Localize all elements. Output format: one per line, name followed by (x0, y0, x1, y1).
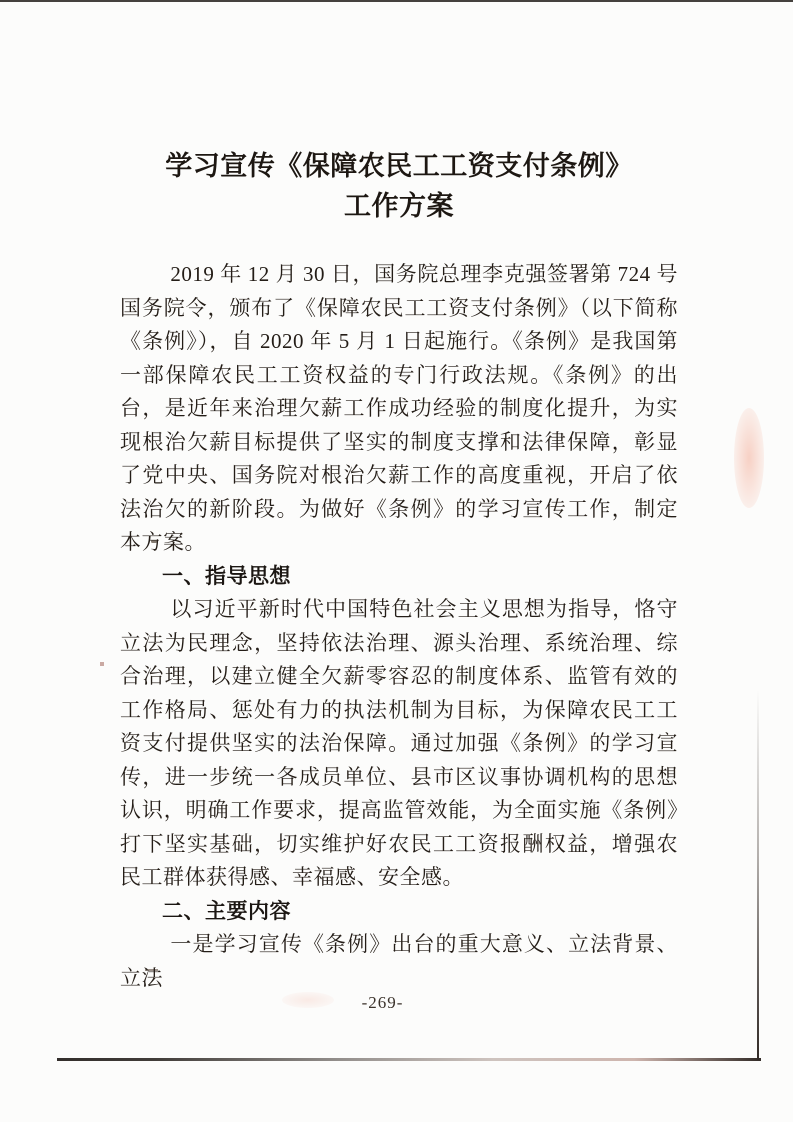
section-heading-main-content: 二、主要内容 (162, 899, 291, 923)
title-line-1: 学习宣传《保障农民工工资支付条例》 (165, 151, 633, 181)
document-content (120, 146, 678, 995)
paragraph-main-content-first-line: 一是学习宣传《条例》出台的重大意义、立法背景、立法 (120, 932, 678, 990)
section-heading-guiding-ideology: 一、指导思想 (162, 564, 291, 588)
paragraph-guiding-ideology: 以习近平新时代中国特色社会主义思想为指导，恪守立法为民理念，坚持依法治理、源头治理、系统治理、综合治理，以建立健全欠薪零容忍的制度体系、监管有效的工作格局、惩处有力的执法机制为目标，为保障农民工工资支付提供坚实的法治保障。通过加强《条例》的学习宣传，进一步统一各成员单位、县市区议事协调机构的思想认识，明确工作要求，提高监管效能，为全面实施《条例》打下坚实基础，切实维护好农民工工资报酬权益，增强农民工群体获得感、幸福感、安全感。 (120, 597, 678, 889)
paragraph-intro: 2019 年 12 月 30 日，国务院总理李克强签署第 724 号国务院令，颁布了《保障农民工工资支付条例》（以下简称《条例》），自 2020 年 5 月 1 日起施行。《条例》是我国第一部保障农民工工资权益的专门行政法规。《条例》的出台，是近年来治理欠薪工作成功经验的制度化提升，为实现根治欠薪目标提供了坚实的制度支撑和法律保障，彰显了党中央、国务院对根治欠薪工作的高度重视，开启了依法治欠的新阶段。为做好《条例》的学习宣传工作，制定本方案。 (120, 262, 678, 554)
pink-smudge-artifact (734, 408, 764, 508)
title-line-2: 工作方案 (344, 191, 454, 221)
document-title (120, 146, 678, 226)
page-number: -269- (361, 993, 404, 1012)
left-margin-dot-artifact (100, 662, 104, 666)
scan-edge-bottom (57, 1058, 761, 1061)
scan-edge-top (0, 0, 793, 2)
